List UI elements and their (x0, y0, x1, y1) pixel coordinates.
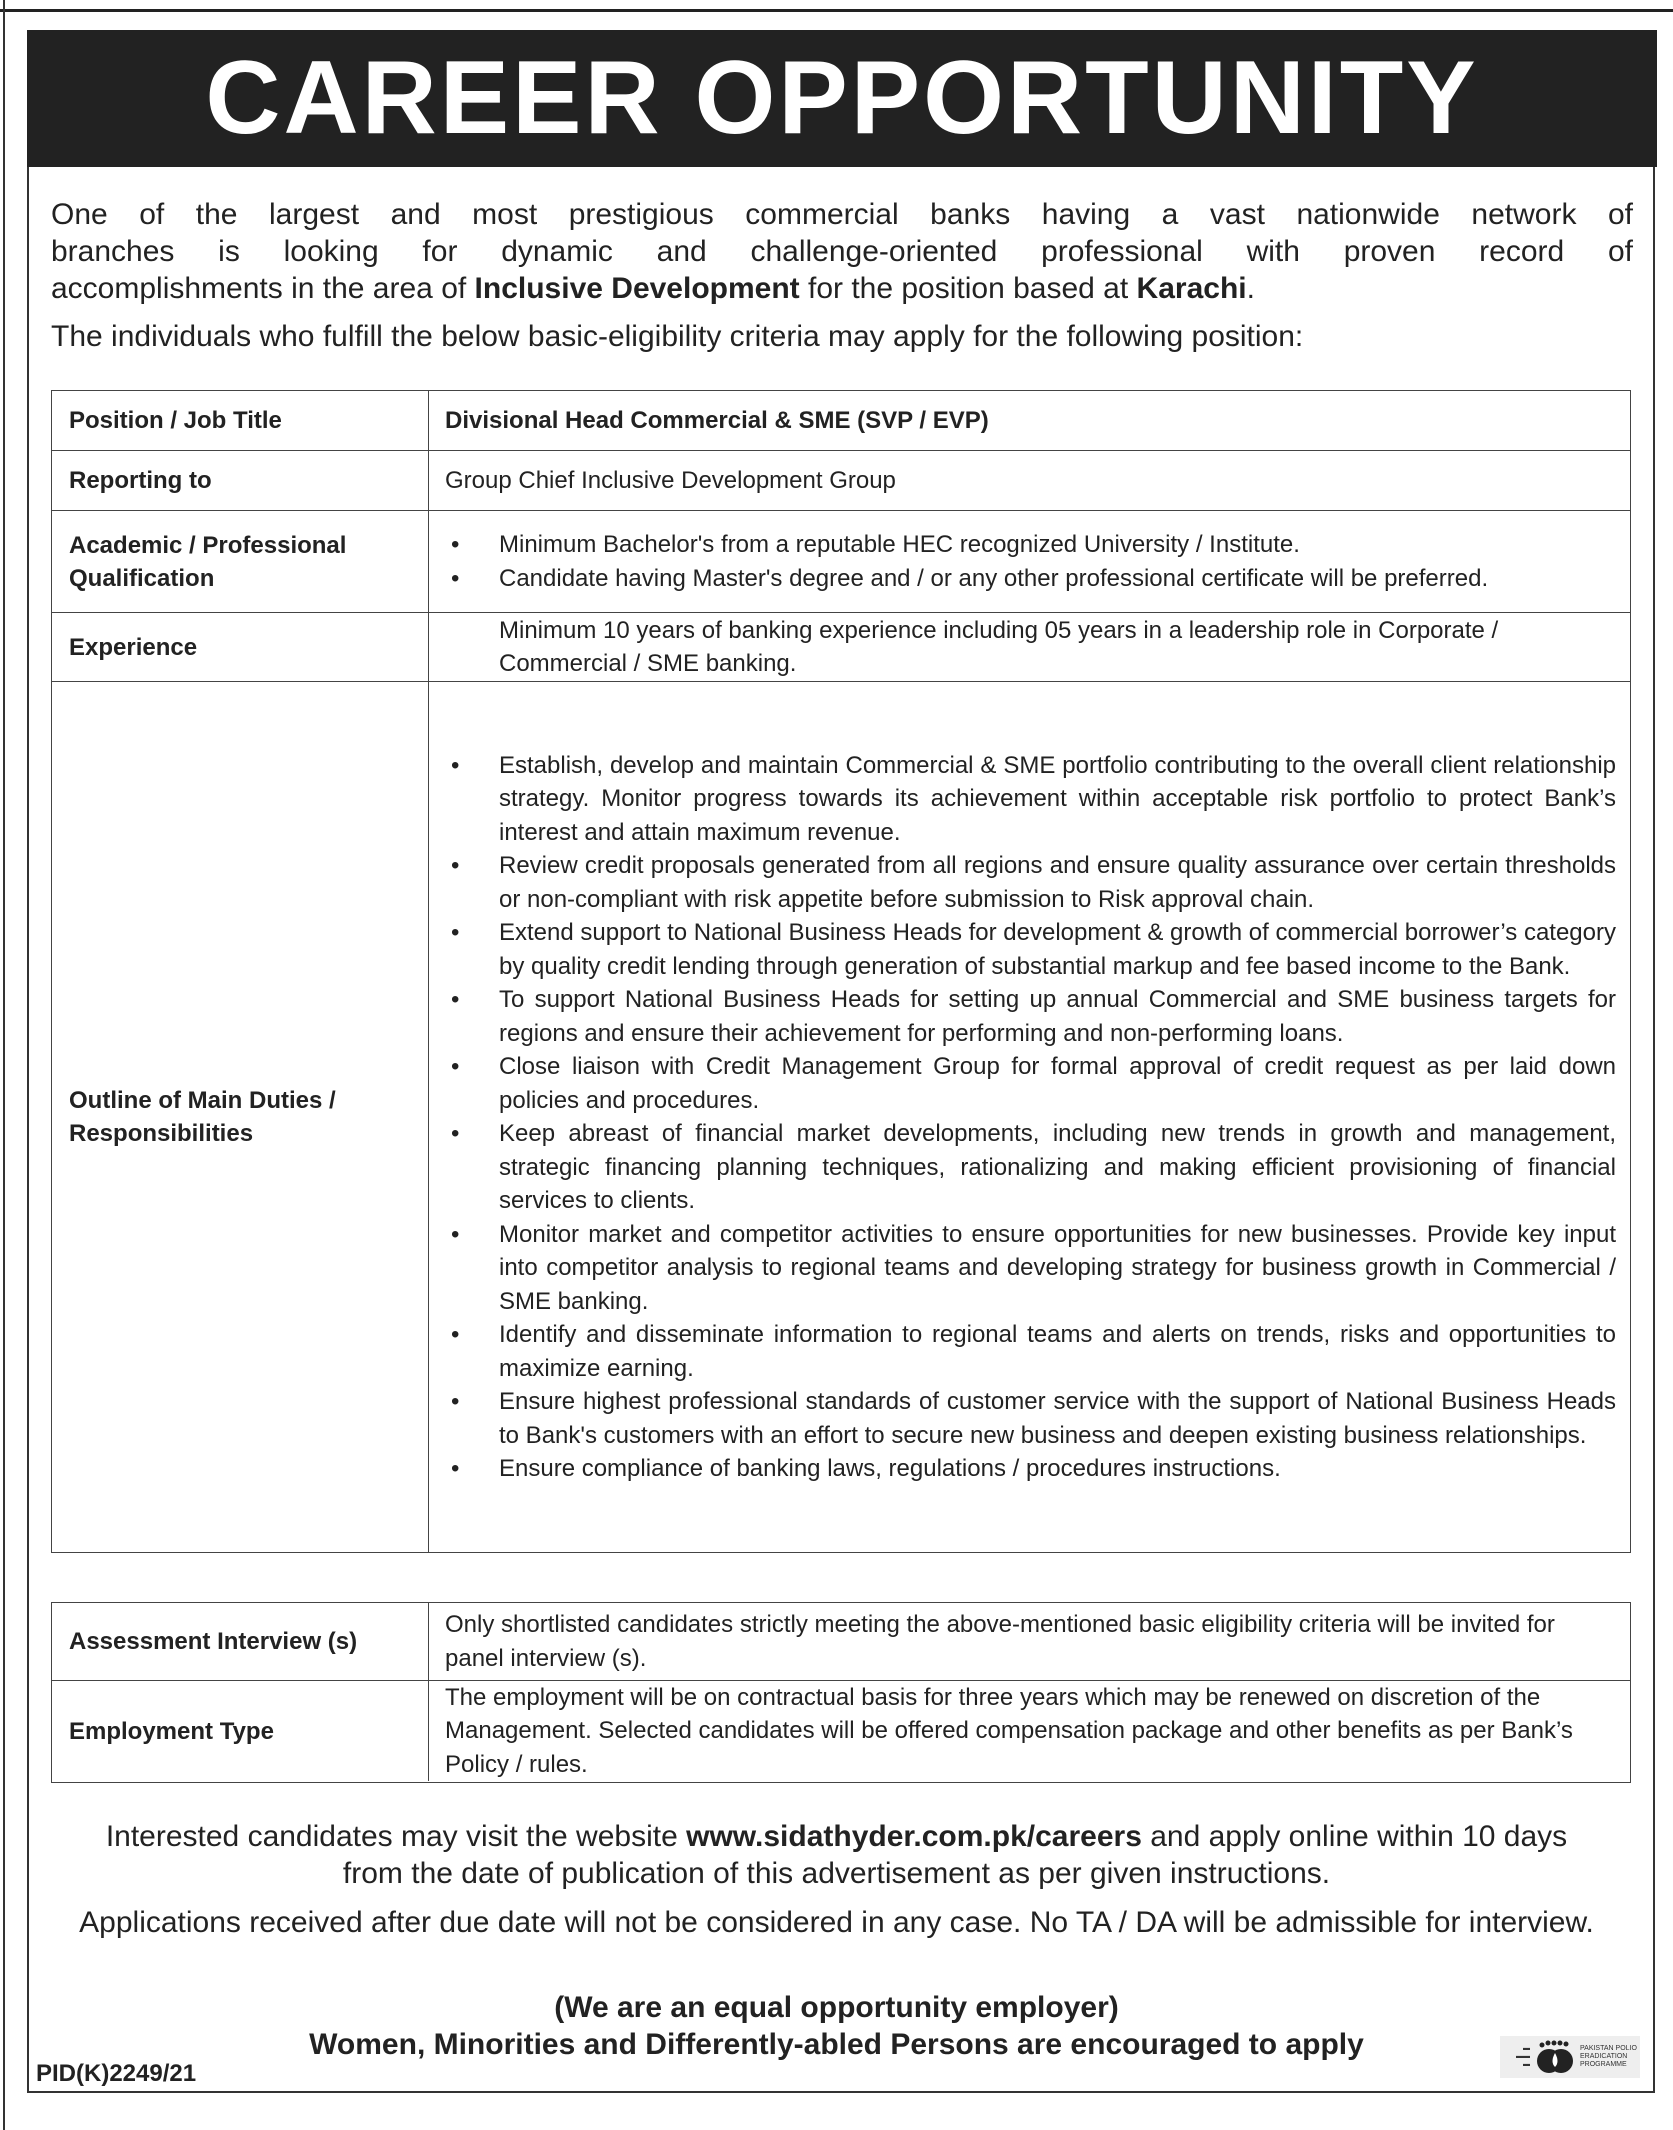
duty-text: Identify and disseminate information to regional teams and alerts on trends, risks and opportunities to maximize earning. (499, 1321, 1616, 1382)
duties-list (429, 682, 1630, 1552)
encouragement-note: Women, Minorities and Differently-abled Persons are encouraged to apply (309, 2028, 1364, 2061)
row-value: Group Chief Inclusive Development Group (445, 466, 896, 494)
item-text: Candidate having Master's degree and / or any other professional certificate will be preferred. (499, 564, 1489, 592)
footprints-icon (1534, 2037, 1576, 2077)
bullet: • (451, 1321, 460, 1348)
duty-text: To support National Business Heads for setting up annual Commercial and SME business targets for regions and ensure their achievement for performing and non-performing loans. (499, 986, 1616, 1047)
terms-table (51, 1602, 1631, 1783)
bullet: • (451, 564, 460, 592)
row-value: Divisional Head Commercial & SME (SVP / EVP) (445, 406, 989, 434)
equal-opportunity: (We are an equal opportunity employer) (554, 1991, 1119, 2024)
row-label: Position / Job Title (52, 391, 429, 450)
duty-text: Ensure compliance of banking laws, regulations / procedures instructions. (499, 1455, 1281, 1482)
duty-text: Ensure highest professional standards of customer service with the support of National Business Heads to Bank's customers with an effort to secure new business and deepen existing business relationships. (499, 1388, 1616, 1449)
bullet: • (451, 919, 460, 946)
duty-text: Review credit proposals generated from all regions and ensure quality assurance over certain thresholds or non-compliant with risk appetite before submission to Risk approval chain. (499, 852, 1616, 913)
logo-text: PAKISTAN POLIO ERADICATION PROGRAMME (1580, 2045, 1637, 2068)
list-item (445, 749, 1616, 850)
intro-line-1: One of the largest and most prestigious commercial banks having a vast nationwide network of (51, 198, 1633, 231)
bullet: • (451, 1388, 460, 1415)
department-name: Inclusive Development (474, 272, 800, 305)
intro-line-2: branches is looking for dynamic and challenge-oriented professional with proven record of (51, 235, 1633, 268)
item-text: Minimum 10 years of banking experience including 05 years in a leadership role in Corporate / Commercial / SME banking. (499, 616, 1499, 677)
pid-number: PID(K)2249/21 (36, 2060, 197, 2087)
row-value: The employment will be on contractual basis for three years which may be renewed on discretion of the Management. Selected candidates will be offered compensation package and other benefits as per Bank’s Policy / rules. (445, 1683, 1573, 1778)
table-row (52, 613, 1630, 682)
bullet: • (451, 1053, 460, 1080)
list-item (445, 1452, 1616, 1486)
table-row (52, 451, 1630, 511)
intro-line-4: The individuals who fulfill the below basic-eligibility criteria may apply for the following position: (51, 320, 1304, 353)
list-item (445, 1117, 1616, 1218)
row-value (429, 511, 1630, 612)
bullet: • (451, 1120, 460, 1147)
row-label: Academic / Professional Qualification (52, 511, 429, 612)
top-rule (0, 9, 1673, 12)
bullet: • (451, 986, 460, 1013)
list-item (445, 1050, 1616, 1117)
row-label: Reporting to (52, 451, 429, 510)
bullet: • (451, 852, 460, 879)
apply-instructions (40, 1818, 1633, 1892)
table-row (52, 1603, 1630, 1681)
intro-text: . (1246, 272, 1255, 305)
table-row (52, 511, 1630, 613)
item-text: Minimum Bachelor's from a reputable HEC recognized University / Institute. (499, 531, 1300, 558)
row-label: Outline of Main Duties / Responsibilities (52, 682, 429, 1552)
due-date-note: Applications received after due date will not be considered in any case. No TA / DA will be admissible for interview. (79, 1906, 1594, 1939)
bullet: • (451, 1220, 460, 1248)
apply-text: and apply online within 10 days from the date of publication of this advertisement as per given instructions. (342, 1820, 1568, 1890)
list-item (445, 916, 1616, 983)
bullet: • (451, 1455, 460, 1482)
intro-text: for the position based at (799, 272, 1137, 305)
polio-programme-logo (1500, 2036, 1640, 2078)
intro-text: accomplishments in the area of (51, 272, 475, 305)
table-row (52, 682, 1630, 1552)
row-label: Employment Type (52, 1681, 429, 1781)
table-row (52, 391, 1630, 451)
apply-text: Interested candidates may visit the website (105, 1820, 687, 1853)
duty-text: Close liaison with Credit Management Group for formal approval of credit request as per laid down policies and procedures. (499, 1053, 1616, 1114)
left-rule (3, 0, 5, 2130)
duty-text: Establish, develop and maintain Commercial & SME portfolio contributing to the overall client relationship strategy. Monitor progress towards its achievement within acceptable risk portfolio to protect Bank’s interest and attain maximum revenue. (499, 751, 1616, 846)
list-item (445, 849, 1616, 916)
bullet: • (451, 531, 460, 558)
duty-text: Monitor market and competitor activities to ensure opportunities for new businesses. Provide key input into competitor analysis to regional teams and developing strategy for business growth in Commercial / SME banking. (499, 1220, 1616, 1315)
careers-link[interactable]: www.sidathyder.com.pk/careers (686, 1820, 1142, 1853)
job-details-table (51, 390, 1631, 1553)
list-item (445, 983, 1616, 1050)
row-label: Experience (52, 613, 429, 681)
duty-text: Keep abreast of financial market developments, including new trends in growth and management, strategic financing planning techniques, rationalizing and making efficient provisioning of financial services to clients. (499, 1120, 1616, 1214)
list-item (445, 1218, 1616, 1319)
list-item (445, 562, 1616, 596)
urdu-text-mark: ▬ ▬▬ ▬ (1516, 2045, 1530, 2068)
page-title: CAREER OPPORTUNITY (27, 30, 1657, 167)
row-value (429, 613, 1630, 681)
list-item (445, 1385, 1616, 1452)
row-value: Only shortlisted candidates strictly meeting the above-mentioned basic eligibility criteria will be invited for panel interview (s). (445, 1611, 1555, 1672)
list-item (445, 528, 1616, 562)
location: Karachi (1136, 272, 1247, 305)
table-row (52, 1681, 1630, 1781)
intro-line-3 (51, 270, 1633, 307)
list-item (445, 1318, 1616, 1385)
bullet: • (451, 751, 460, 779)
duty-text: Extend support to National Business Heads for development & growth of commercial borrower’s category by quality credit lending through generation of substantial markup and fee based income to the Bank. (499, 919, 1616, 980)
row-label: Assessment Interview (s) (52, 1603, 429, 1680)
